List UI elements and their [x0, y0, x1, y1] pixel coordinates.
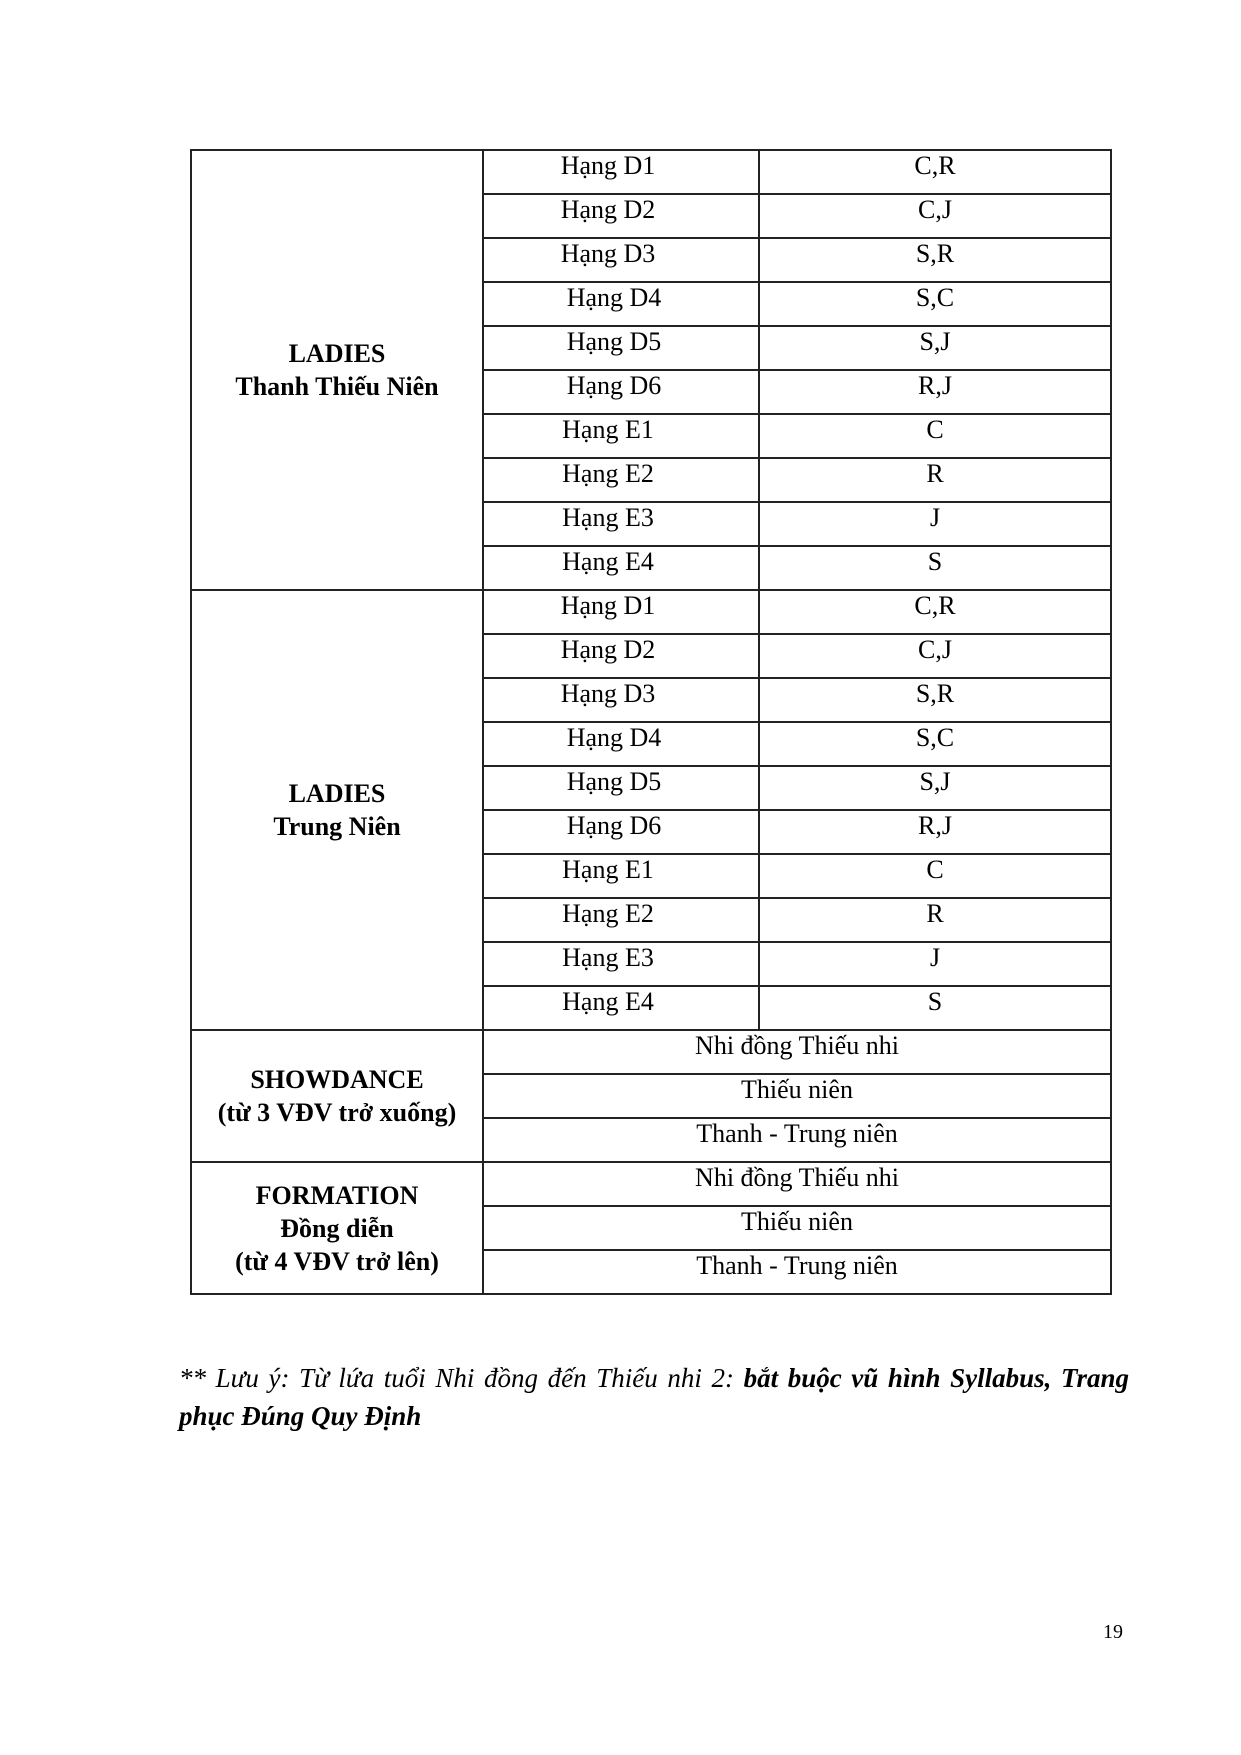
footnote-prefix: ** Lưu ý: Từ lứa tuổi Nhi đồng đến Thiếu nhi 2: — [179, 1363, 744, 1393]
dance-cell: S — [759, 546, 1111, 590]
dance-cell: C — [759, 854, 1111, 898]
competition-category-table — [190, 149, 1112, 1295]
dance-cell: C,J — [759, 194, 1111, 238]
dance-cell: R — [759, 898, 1111, 942]
class-cell: Hạng D3 — [483, 238, 759, 282]
class-cell: Hạng D1 — [483, 150, 759, 194]
group-subtitle: Trung Niên — [273, 812, 401, 841]
class-cell: Hạng D6 — [483, 810, 759, 854]
dance-cell: R — [759, 458, 1111, 502]
class-cell: Hạng D1 — [483, 590, 759, 634]
class-cell: Hạng D4 — [483, 722, 759, 766]
group-subtitle: Thanh Thiếu Niên — [235, 372, 439, 401]
footnote — [179, 1359, 1129, 1435]
group-title: LADIES — [288, 779, 386, 808]
class-cell: Hạng D2 — [483, 194, 759, 238]
category-cell: Thiếu niên — [483, 1074, 1111, 1118]
class-cell: Hạng D2 — [483, 634, 759, 678]
table-row — [191, 150, 1111, 194]
table-row — [191, 1162, 1111, 1206]
table-row — [191, 590, 1111, 634]
dance-cell: C,J — [759, 634, 1111, 678]
group-subtitle: Đồng diễn — [280, 1213, 394, 1243]
class-cell: Hạng E2 — [483, 458, 759, 502]
group-cell-ladies-thanh-thieu-nien — [191, 150, 483, 590]
dance-cell: R,J — [759, 810, 1111, 854]
category-cell: Thiếu niên — [483, 1206, 1111, 1250]
table-row — [191, 1030, 1111, 1074]
group-subtitle: (từ 3 VĐV trở xuống) — [217, 1098, 457, 1127]
class-cell: Hạng D5 — [483, 766, 759, 810]
group-title: SHOWDANCE — [250, 1065, 424, 1094]
category-cell: Thanh - Trung niên — [483, 1118, 1111, 1162]
dance-cell: S,C — [759, 282, 1111, 326]
group-title: FORMATION — [255, 1180, 419, 1210]
group-cell-ladies-trung-nien — [191, 590, 483, 1030]
category-cell: Nhi đồng Thiếu nhi — [483, 1162, 1111, 1206]
class-cell: Hạng D6 — [483, 370, 759, 414]
class-cell: Hạng E3 — [483, 942, 759, 986]
category-cell: Thanh - Trung niên — [483, 1250, 1111, 1294]
category-cell: Nhi đồng Thiếu nhi — [483, 1030, 1111, 1074]
class-cell: Hạng E2 — [483, 898, 759, 942]
class-cell: Hạng D4 — [483, 282, 759, 326]
class-cell: Hạng E1 — [483, 854, 759, 898]
dance-cell: J — [759, 942, 1111, 986]
footnote-emphasis: bắt buộc vũ hình Syllabus, Trang phục Đúng Quy Định — [179, 1363, 1129, 1431]
dance-cell: C,R — [759, 590, 1111, 634]
dance-cell: S,R — [759, 678, 1111, 722]
dance-cell: S,R — [759, 238, 1111, 282]
dance-cell: S,C — [759, 722, 1111, 766]
group-title: LADIES — [288, 339, 386, 368]
dance-cell: J — [759, 502, 1111, 546]
class-cell: Hạng E1 — [483, 414, 759, 458]
class-cell: Hạng D5 — [483, 326, 759, 370]
dance-cell: C — [759, 414, 1111, 458]
dance-cell: C,R — [759, 150, 1111, 194]
class-cell: Hạng D3 — [483, 678, 759, 722]
class-cell: Hạng E3 — [483, 502, 759, 546]
dance-cell: R,J — [759, 370, 1111, 414]
group-cell-formation — [191, 1162, 483, 1294]
dance-cell: S,J — [759, 766, 1111, 810]
class-cell: Hạng E4 — [483, 546, 759, 590]
dance-cell: S,J — [759, 326, 1111, 370]
group-note: (từ 4 VĐV trở lên) — [235, 1246, 439, 1276]
class-cell: Hạng E4 — [483, 986, 759, 1030]
dance-cell: S — [759, 986, 1111, 1030]
page-number: 19 — [1103, 1621, 1123, 1643]
group-cell-showdance — [191, 1030, 483, 1162]
